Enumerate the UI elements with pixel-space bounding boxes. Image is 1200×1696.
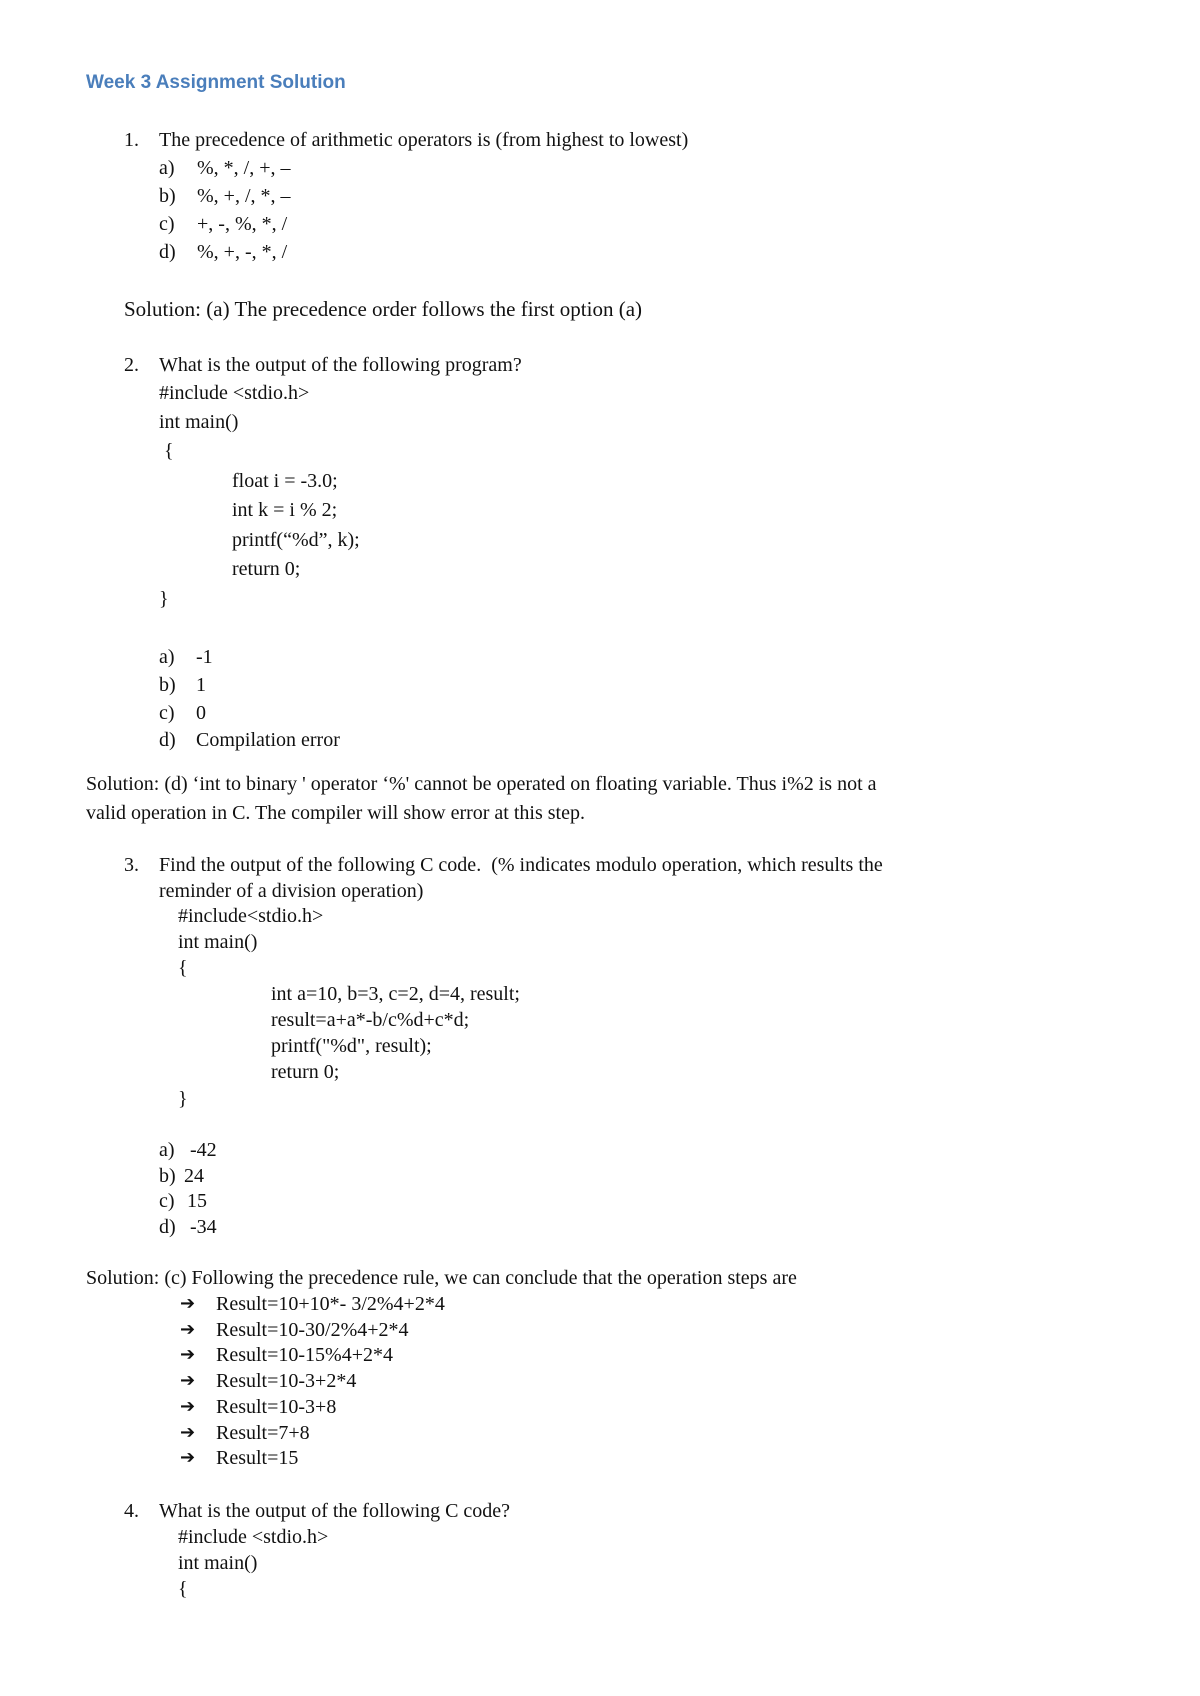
document-title: Week 3 Assignment Solution xyxy=(86,72,346,93)
q2-code-line: float i = -3.0; xyxy=(232,470,338,492)
q4-number: 4. xyxy=(124,1500,139,1522)
right-arrow-icon: ➔ xyxy=(180,1293,196,1314)
q2-option-c-letter: c) xyxy=(159,702,175,724)
q3-option-d-letter: d) xyxy=(159,1216,176,1238)
q2-solution-line: Solution: (d) ‘int to binary ' operator ‘%' cannot be operated on floating variable. Thus i%2 is not a xyxy=(86,773,877,795)
q2-option-b-text: 1 xyxy=(196,674,206,696)
q1-option-d-letter: d) xyxy=(159,241,176,263)
q1-option-b-letter: b) xyxy=(159,185,176,207)
q2-solution-line: valid operation in C. The compiler will show error at this step. xyxy=(86,802,585,824)
q3-option-a-letter: a) xyxy=(159,1139,175,1161)
q2-code-line: #include <stdio.h> xyxy=(159,382,310,404)
q2-code-line: int main() xyxy=(159,411,239,433)
q3-code-line: { xyxy=(178,957,188,979)
q2-code-line: } xyxy=(159,588,169,610)
q3-code-line: return 0; xyxy=(271,1061,340,1083)
q3-option-a-text: -42 xyxy=(190,1139,217,1161)
q2-code-line: return 0; xyxy=(232,558,301,580)
q2-question: What is the output of the following program? xyxy=(159,354,522,376)
q1-option-d-text: %, +, -, *, / xyxy=(197,241,288,263)
q3-step: Result=7+8 xyxy=(216,1422,310,1444)
q3-option-d-text: -34 xyxy=(190,1216,217,1238)
right-arrow-icon: ➔ xyxy=(180,1422,196,1443)
q3-code-line: int main() xyxy=(178,931,258,953)
q3-question-line: Find the output of the following C code. (% indicates modulo operation, which results the xyxy=(159,854,883,876)
q4-code-line: int main() xyxy=(178,1552,258,1574)
q1-number: 1. xyxy=(124,129,139,151)
q3-step: Result=10-15%4+2*4 xyxy=(216,1344,393,1366)
right-arrow-icon: ➔ xyxy=(180,1344,196,1365)
q1-solution: Solution: (a) The precedence order follows the first option (a) xyxy=(124,297,643,321)
q3-solution: Solution: (c) Following the precedence rule, we can conclude that the operation steps are xyxy=(86,1267,797,1289)
q3-option-c-letter: c) xyxy=(159,1190,175,1212)
right-arrow-icon: ➔ xyxy=(180,1447,196,1468)
q4-code-line: #include <stdio.h> xyxy=(178,1526,329,1548)
q1-option-a-letter: a) xyxy=(159,157,175,179)
q2-option-c-text: 0 xyxy=(196,702,206,724)
q2-option-a-letter: a) xyxy=(159,646,175,668)
q2-option-d-letter: d) xyxy=(159,729,176,751)
q3-step: Result=10+10*- 3/2%4+2*4 xyxy=(216,1293,445,1315)
right-arrow-icon: ➔ xyxy=(180,1396,196,1417)
q3-code-line: result=a+a*-b/c%d+c*d; xyxy=(271,1009,470,1031)
q3-code-line: } xyxy=(178,1088,188,1110)
q3-code-line: int a=10, b=3, c=2, d=4, result; xyxy=(271,983,520,1005)
q1-option-c-letter: c) xyxy=(159,213,175,235)
q1-option-a-text: %, *, /, +, – xyxy=(197,157,291,179)
q3-question-line: reminder of a division operation) xyxy=(159,880,424,902)
q3-step: Result=15 xyxy=(216,1447,299,1469)
q1-question: The precedence of arithmetic operators is (from highest to lowest) xyxy=(159,129,689,151)
q2-code-line: printf(“%d”, k); xyxy=(232,529,360,551)
q3-code-line: printf("%d", result); xyxy=(271,1035,432,1057)
q3-option-b-text: 24 xyxy=(184,1165,204,1187)
q3-option-c-text: 15 xyxy=(187,1190,207,1212)
q2-option-b-letter: b) xyxy=(159,674,176,696)
right-arrow-icon: ➔ xyxy=(180,1319,196,1340)
q1-option-b-text: %, +, /, *, – xyxy=(197,185,291,207)
q2-code-line: int k = i % 2; xyxy=(232,499,338,521)
q3-number: 3. xyxy=(124,854,139,876)
q4-code-line: { xyxy=(178,1578,188,1600)
q2-code-line: { xyxy=(159,440,174,462)
q3-code-line: #include<stdio.h> xyxy=(178,905,324,927)
q3-step: Result=10-3+8 xyxy=(216,1396,337,1418)
right-arrow-icon: ➔ xyxy=(180,1370,196,1391)
q2-option-a-text: -1 xyxy=(196,646,213,668)
q2-option-d-text: Compilation error xyxy=(196,729,340,751)
q2-number: 2. xyxy=(124,354,139,376)
q4-question: What is the output of the following C code? xyxy=(159,1500,511,1522)
q3-option-b-letter: b) xyxy=(159,1165,176,1187)
q3-step: Result=10-3+2*4 xyxy=(216,1370,357,1392)
q1-option-c-text: +, -, %, *, / xyxy=(197,213,288,235)
q3-step: Result=10-30/2%4+2*4 xyxy=(216,1319,409,1341)
